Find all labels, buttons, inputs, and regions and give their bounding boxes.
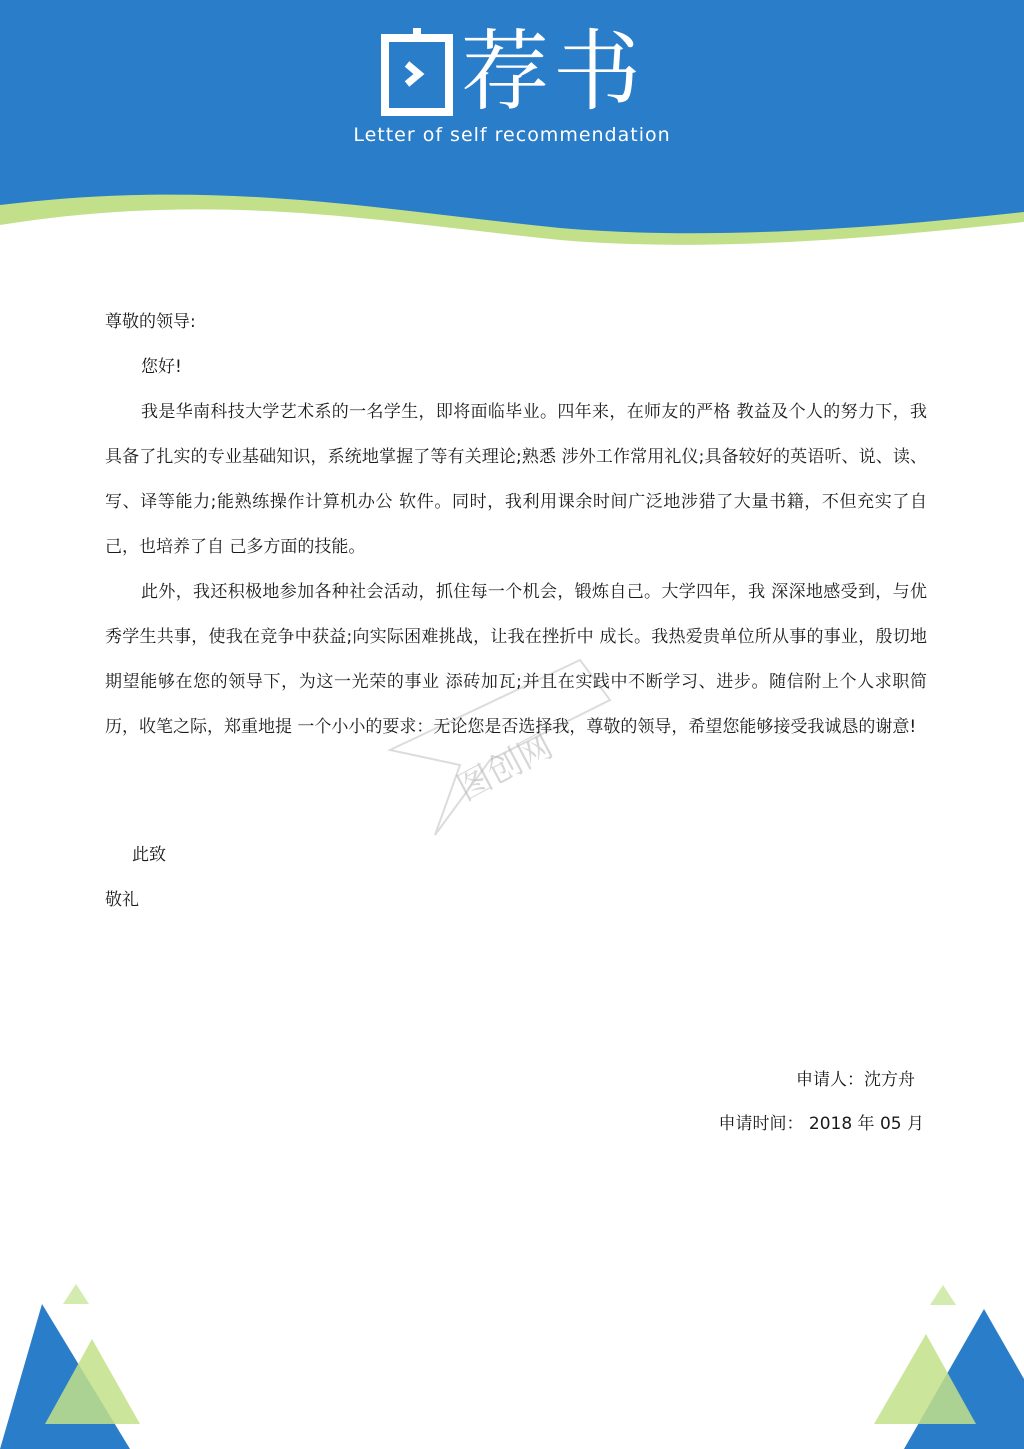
letter-greeting: 您好! (141, 357, 182, 377)
letter-closing-cizhi: 此致 (132, 845, 166, 865)
decor-triangles-right (864, 1279, 1024, 1449)
page-subtitle: Letter of self recommendation (353, 124, 671, 146)
header-title-block (0, 22, 1024, 146)
page-title-text: 荐书 (460, 20, 645, 123)
signature-applicant: 申请人：沈方舟 (796, 1070, 915, 1090)
zi-glyph-icon (379, 26, 455, 118)
letter-salutation: 尊敬的领导: (105, 312, 196, 332)
letter-body (105, 300, 927, 750)
letter-closing-jingli: 敬礼 (105, 890, 139, 910)
signature-date: 申请时间： 2018 年 05 月 (718, 1114, 924, 1134)
letter-paragraph-1: 我是华南科技大学艺术系的一名学生，即将面临毕业。四年来，在师友的严格 教益及个人的努力下，我具备了扎实的专业基础知识，系统地掌握了等有关理论;熟悉 涉外工作常用礼仪;具备较好的英语听、说、读、写、译等能力;能熟练操作计算机办公 软件。同时，我利用课余时间广泛地涉猎了大量书籍，不但充实了自己，也培养了自 己多方面的技能。 (105, 402, 927, 557)
decor-triangle-small-green (63, 1284, 89, 1304)
page-title (379, 22, 645, 122)
decor-triangles-left (0, 1279, 150, 1449)
decor-triangle-small-green (930, 1285, 956, 1305)
letter-paragraph-2: 此外，我还积极地参加各种社会活动，抓住每一个机会，锻炼自己。大学四年，我 深深地感受到，与优秀学生共事，使我在竞争中获益;向实际困难挑战，让我在挫折中 成长。我热爱贵单位所从事的事业，殷切地期望能够在您的领导下，为这一光荣的事业 添砖加瓦;并且在实践中不断学习、进步。随信附上个人求职简历，收笔之际，郑重地提 一个小小的要求：无论您是否选择我，尊敬的领导，希望您能够接受我诚恳的谢意! (105, 582, 927, 737)
watermark-text: 图创网 (450, 725, 560, 810)
